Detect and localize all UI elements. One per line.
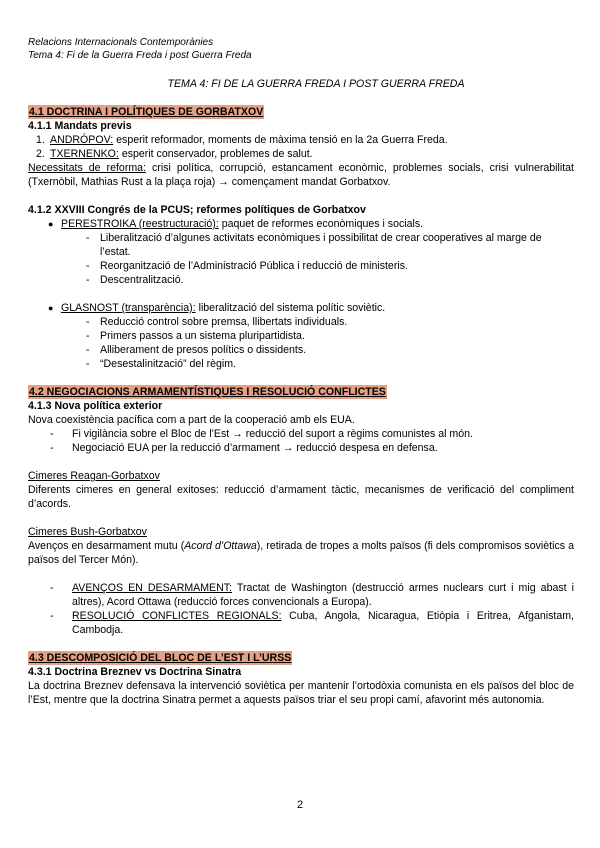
subheading-4-1-3: 4.1.3 Nova política exterior <box>28 400 163 412</box>
item-text: esperit conservador, problemes de salut. <box>118 148 313 160</box>
subheading-4-1-1: 4.1.1 Mandats previs <box>28 120 132 132</box>
page-number: 2 <box>296 799 304 811</box>
item-text: Primers passos a un sistema pluripartidista. <box>100 330 305 342</box>
list-item <box>28 217 574 231</box>
dash-marker: - <box>86 232 90 244</box>
item-text: “Desestalinització” del règim. <box>100 358 237 370</box>
subheading-4-1-2: 4.1.2 XXVIII Congrés de la PCUS; reformes polítiques de Gorbatxov <box>28 204 366 216</box>
header-course: Relacions Internacionals Contemporànies <box>28 37 214 48</box>
label-glasnost: GLASNOST (transparència): <box>61 302 196 314</box>
list-item <box>28 301 574 315</box>
list-item <box>28 315 574 329</box>
list-item <box>28 427 574 441</box>
label-conflicts: RESOLUCIÓ CONFLICTES REGIONALS: <box>72 610 282 622</box>
bullet-icon: ● <box>48 219 54 229</box>
paragraph-reagan: Diferents cimeres en general exitoses: reducció d’armament tàctic, mecanismes de verificació del compliment d’acords. <box>28 484 574 510</box>
item-name: TXERNENKO: <box>50 148 119 160</box>
text-bush-pre: Avenços en desarmament mutu ( <box>28 540 185 552</box>
list-item <box>28 329 574 343</box>
item-text: esperit reformador, moments de màxima tensió en la 2a Guerra Freda. <box>113 134 448 146</box>
label-reform-needs: Necessitats de reforma: <box>28 162 147 174</box>
list-number: 1. <box>36 134 45 146</box>
paragraph-doctrines: La doctrina Breznev defensava la intervenció soviètica per mantenir l’ortodòxia comunista en els països del bloc de l’Est, mentre que la doctrina Sinatra permet a aquests països triar el seu propi camí, afavorint més autonomia. <box>28 680 574 706</box>
item-name: ANDRÓPOV: <box>50 134 114 146</box>
dash-marker: - <box>86 330 90 342</box>
label-disarmament: AVENÇOS EN DESARMAMENT: <box>72 582 233 594</box>
text-reform-needs: crisi política, corrupció, estancament econòmic, problemes socials, crisi vulnerabilitat (Txernòbil, Mathias Rust a la plaça roja) → començament mandat Gorbatxov. <box>28 162 574 188</box>
subheading-4-3-1: 4.3.1 Doctrina Breznev vs Doctrina Sinatra <box>28 666 242 678</box>
section-heading-4-3: 4.3 DESCOMPOSICIÓ DEL BLOC DE L’EST I L’URSS <box>29 652 292 664</box>
bullet-icon: ● <box>48 303 54 313</box>
list-item <box>28 343 574 357</box>
item-text: Fi vigilància sobre el Bloc de l’Est → reducció del suport a règims comunistes al món. <box>72 428 473 440</box>
list-item <box>28 581 574 609</box>
dash-marker: - <box>86 344 90 356</box>
item-text: Reducció control sobre premsa, llibertats individuals. <box>100 316 348 328</box>
document-page <box>28 36 574 707</box>
item-text: Alliberament de presos polítics o dissidents. <box>100 344 307 356</box>
text-glasnost: liberalització del sistema polític soviètic. <box>195 302 386 314</box>
list-item <box>28 273 574 287</box>
item-text: Descentralització. <box>100 274 184 286</box>
list-item <box>28 357 574 371</box>
label-bush-summits: Cimeres Bush-Gorbatxov <box>28 526 147 538</box>
text-ottawa-italic: Acord d’Ottawa <box>184 540 257 552</box>
section-heading-4-1: 4.1 DOCTRINA I POLÍTIQUES DE GORBATXOV <box>29 106 264 118</box>
header-topic: Tema 4: Fi de la Guerra Freda i post Guerra Freda <box>28 50 252 61</box>
dash-marker: - <box>50 610 54 622</box>
section-heading-4-2: 4.2 NEGOCIACIONS ARMAMENTÍSTIQUES I RESOLUCIÓ CONFLICTES <box>29 386 386 398</box>
list-item <box>28 231 574 259</box>
dash-marker: - <box>86 316 90 328</box>
list-item <box>28 259 574 273</box>
page-title: TEMA 4: FI DE LA GUERRA FREDA I POST GUERRA FREDA <box>167 78 465 90</box>
text-bush-post: ), retirada de tropes a molts països (fi dels compromisos soviètics a països del Tercer Món). <box>28 540 574 566</box>
list-item <box>28 609 574 637</box>
dash-marker: - <box>86 260 90 272</box>
paragraph-reform-needs <box>28 161 574 189</box>
label-perestroika: PERESTROIKA (reestructuració): <box>61 218 219 230</box>
list-item <box>28 147 574 161</box>
label-reagan-summits: Cimeres Reagan-Gorbatxov <box>28 470 160 482</box>
list-item <box>28 133 574 147</box>
dash-marker: - <box>50 442 54 454</box>
dash-marker: - <box>50 428 54 440</box>
dash-marker: - <box>86 358 90 370</box>
running-header <box>28 36 574 62</box>
item-text: Liberalització d’algunes activitats econòmiques i possibilitat de crear cooperatives al marge de l’estat. <box>100 232 542 258</box>
list-number: 2. <box>36 148 45 160</box>
text-conflicts: Cuba, Angola, Nicaragua, Etiòpia i Eritrea, Afganistam, Cambodja. <box>72 610 574 636</box>
list-item <box>28 441 574 455</box>
item-text: Reorganització de l’Administració Pública i reducció de ministeris. <box>100 260 408 272</box>
text-perestroika: paquet de reformes econòmiques i socials. <box>218 218 424 230</box>
item-text: Negociació EUA per la reducció d’armament → reducció despesa en defensa. <box>72 442 438 454</box>
text-disarmament: Tractat de Washington (destrucció armes nuclears curt i mig abast i altres), Acord Ottawa (reducció forces convencionals a Europa). <box>72 582 575 608</box>
paragraph-bush <box>28 539 574 567</box>
dash-marker: - <box>86 274 90 286</box>
paragraph-intro: Nova coexistència pacífica com a part de la cooperació amb els EUA. <box>28 414 355 426</box>
dash-marker: - <box>50 582 54 594</box>
